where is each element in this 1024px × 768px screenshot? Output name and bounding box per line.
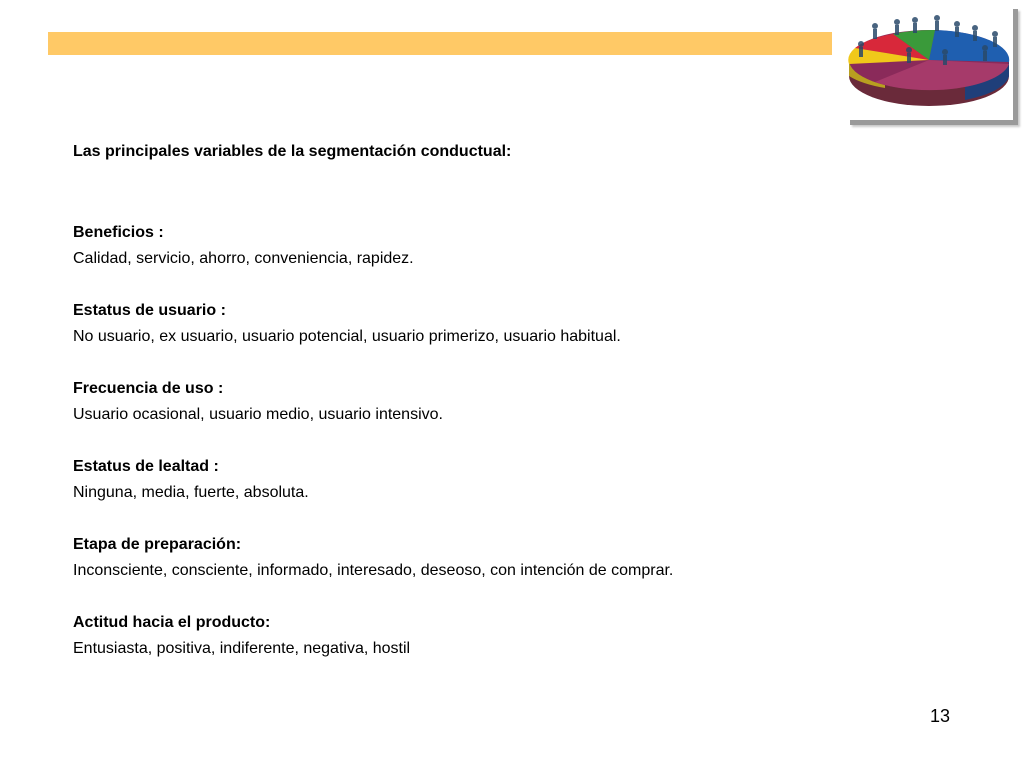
section-title: Estatus de lealtad :	[73, 458, 219, 475]
section-title: Frecuencia de uso :	[73, 380, 224, 397]
section-beneficios	[73, 220, 973, 272]
slide-intro: Las principales variables de la segmentación conductual:	[73, 143, 512, 160]
section-estatus-usuario	[73, 298, 973, 350]
pie-chart-people-logo	[845, 4, 1013, 120]
section-estatus-lealtad	[73, 454, 973, 506]
section-title: Actitud hacia el producto:	[73, 614, 271, 631]
section-etapa-preparacion	[73, 532, 973, 584]
section-actitud-producto	[73, 610, 973, 662]
pie-chart-icon	[845, 4, 1013, 120]
section-title: Etapa de preparación:	[73, 536, 242, 553]
slide-content	[73, 140, 973, 662]
page-number: 13	[930, 706, 951, 726]
section-body: Inconsciente, consciente, informado, interesado, deseoso, con intención de comprar.	[73, 562, 674, 579]
section-body: Usuario ocasional, usuario medio, usuario intensivo.	[73, 406, 443, 423]
section-body: Calidad, servicio, ahorro, conveniencia, rapidez.	[73, 250, 414, 267]
section-body: No usuario, ex usuario, usuario potencial, usuario primerizo, usuario habitual.	[73, 328, 621, 345]
header-accent-bar	[48, 32, 832, 55]
section-frecuencia-uso	[73, 376, 973, 428]
section-body: Entusiasta, positiva, indiferente, negativa, hostil	[73, 640, 411, 657]
section-title: Beneficios :	[73, 224, 164, 241]
section-body: Ninguna, media, fuerte, absoluta.	[73, 484, 309, 501]
section-title: Estatus de usuario :	[73, 302, 226, 319]
